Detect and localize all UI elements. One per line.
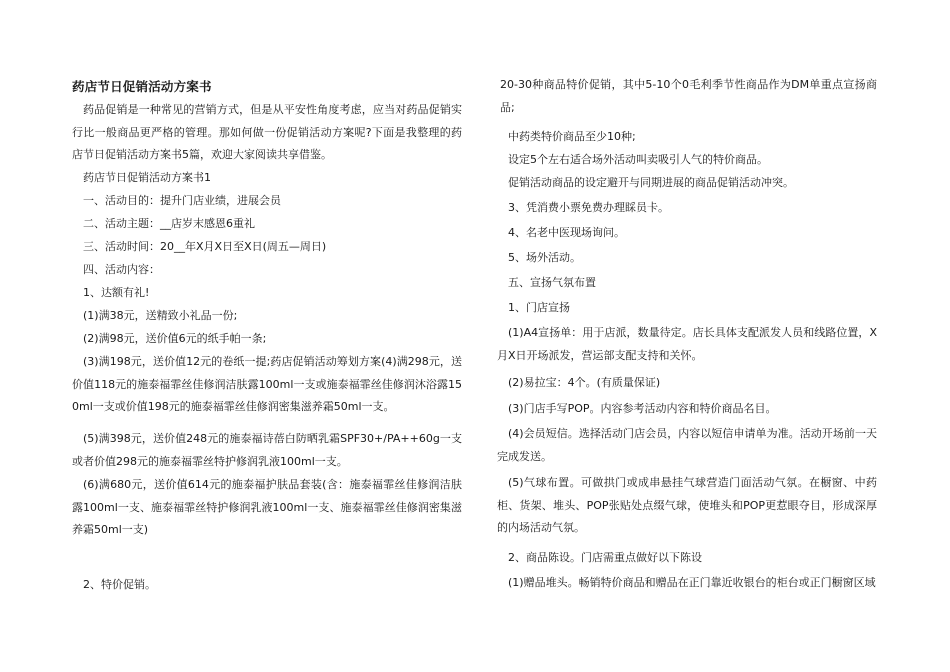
paragraph: 20-30种商品特价促销，其中5-10个0毛利季节性商品作为DM单重点宣扬商品; [500,78,877,114]
list-item: 1、达额有礼! [83,286,150,299]
list-item: 二、活动主题：__店岁末感恩6重礼 [83,217,255,230]
list-item: (5)气球布置。可做拱门或成串悬挂气球营造门面活动气氛。在橱窗、中药柜、货架、堆头、POP张贴处点缀气球，使堆头和POP更惹眼夺目，形成深厚的内场活动气氛。 [497,476,877,534]
list-item: (2)满98元，送价值6元的纸手帕一条; [83,332,267,345]
list-item: 4、名老中医现场询问。 [508,226,625,239]
list-item: 2、特价促销。 [83,578,156,591]
intro-paragraph: 药品促销是一种常见的营销方式，但是从平安性角度考虑，应当对药品促销实行比一般商品更严格的管理。那如何做一份促销活动方案呢?下面是我整理的药店节日促销活动方案书5篇，欢迎大家阅读共享借鉴。 [72,103,462,161]
paragraph: 促销活动商品的设定避开与同期进展的商品促销活动冲突。 [508,176,794,189]
section-heading: 药店节日促销活动方案书1 [83,171,211,184]
paragraph: 中药类特价商品至少10种; [508,130,636,143]
list-item: 2、商品陈设。门店需重点做好以下陈设 [508,551,702,564]
list-item: 3、凭消费小票免费办理睬员卡。 [508,201,669,214]
list-item: 三、活动时间：20__年X月X日至X日(周五—周日) [83,240,327,253]
list-item: (6)满680元，送价值614元的施泰福护肤品套装(含：施泰福霏丝佳修润洁肤露100ml一支、施泰福霏丝特护修润乳液100ml一支、施泰福霏丝佳修润密集滋养霜50ml一支) [72,478,462,536]
list-item: (3)门店手写POP。内容参考活动内容和特价商品名目。 [508,402,777,415]
document-title: 药店节日促销活动方案书 [72,79,212,94]
list-item: 1、门店宣扬 [508,301,570,314]
list-item: 四、活动内容： [83,263,160,276]
section-heading: 五、宣扬气氛布置 [508,276,596,289]
list-item: (1)赠品堆头。畅销特价商品和赠品在正门靠近收银台的柜台或正门橱窗区域 [508,576,876,589]
list-item: (4)会员短信。选择活动门店会员，内容以短信申请单为准。活动开场前一天完成发送。 [497,427,877,463]
list-item: (1)满38元，送精致小礼品一份; [83,309,238,322]
list-item: (2)易拉宝：4个。(有质量保证) [508,376,661,389]
list-item: 5、场外活动。 [508,251,581,264]
list-item: (3)满198元，送价值12元的卷纸一提;药店促销活动筹划方案(4)满298元，送价值118元的施泰福霏丝佳修润洁肤露100ml一支或施泰福霏丝佳修润沐浴露150ml一支或价值198元的施泰福霏丝佳修润密集滋养霜50ml一支。 [72,355,462,413]
paragraph: 设定5个左右适合场外活动叫卖吸引人气的特价商品。 [508,153,768,166]
list-item: (1)A4宣扬单：用于店派，数量待定。店长具体支配派发人员和线路位置，X月X日开场派发，营运部支配支持和关怀。 [497,326,877,362]
list-item: (5)满398元，送价值248元的施泰福诗蓓白防晒乳霜SPF30+/PA++60g一支或者价值298元的施泰福霏丝特护修润乳液100ml一支。 [72,432,462,468]
list-item: 一、活动目的：提升门店业绩，进展会员 [83,194,281,207]
